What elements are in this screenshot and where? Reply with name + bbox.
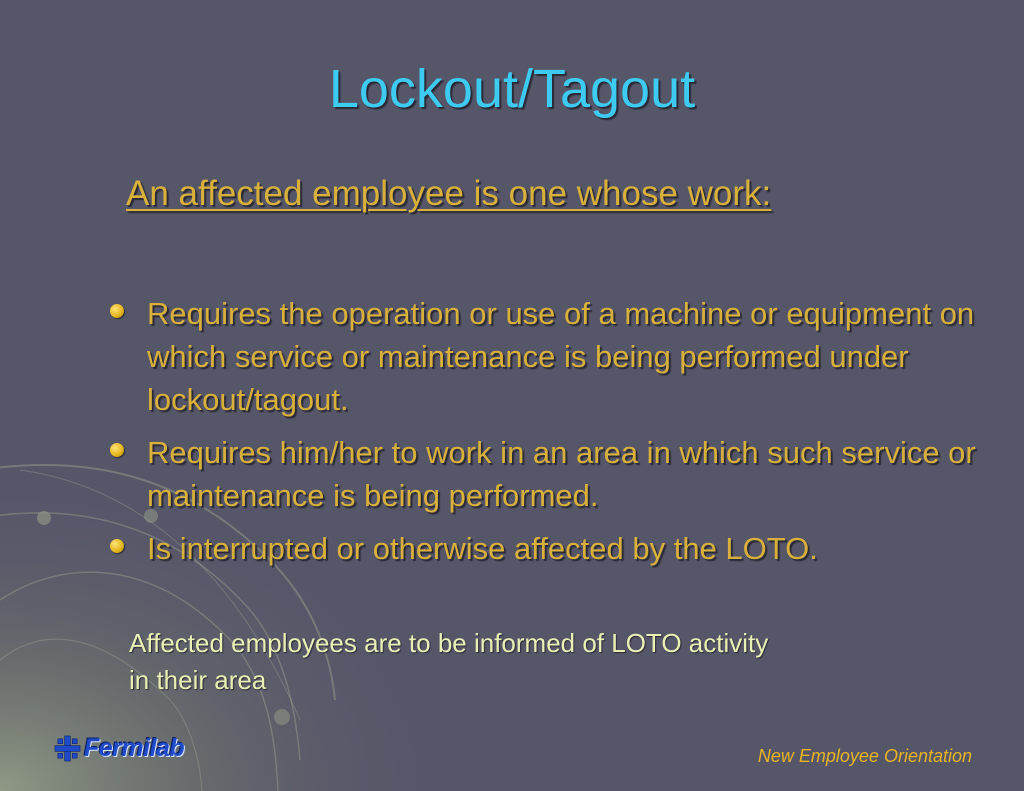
logo-text: Fermilab: [84, 734, 185, 762]
bullet-item: [104, 292, 1004, 421]
bullet-text: Requires him/her to work in an area in which such service or maintenance is being performed.: [147, 435, 976, 513]
bullet-item: [104, 527, 1004, 570]
fermilab-logo: [54, 734, 184, 763]
note-text: [129, 625, 929, 699]
slide-subtitle: An affected employee is one whose work:: [126, 174, 772, 213]
gold-bullet-dot-icon: [110, 304, 124, 318]
bullet-list: [104, 292, 1004, 580]
gold-bullet-dot-icon: [110, 539, 124, 553]
gold-bullet-dot-icon: [110, 443, 124, 457]
note-line-2: in their area: [129, 665, 267, 695]
bullet-text: Is interrupted or otherwise affected by the LOTO.: [147, 531, 818, 566]
fermilab-logo-icon: [54, 735, 81, 762]
footer-text: New Employee Orientation: [757, 746, 972, 766]
bullet-text: Requires the operation or use of a machine or equipment on which service or maintenance is being performed under lockout/tagout.: [147, 296, 975, 417]
slide-title: Lockout/Tagout: [328, 59, 696, 119]
bullet-item: [104, 431, 1004, 517]
note-line-1: Affected employees are to be informed of LOTO activity: [129, 628, 769, 658]
